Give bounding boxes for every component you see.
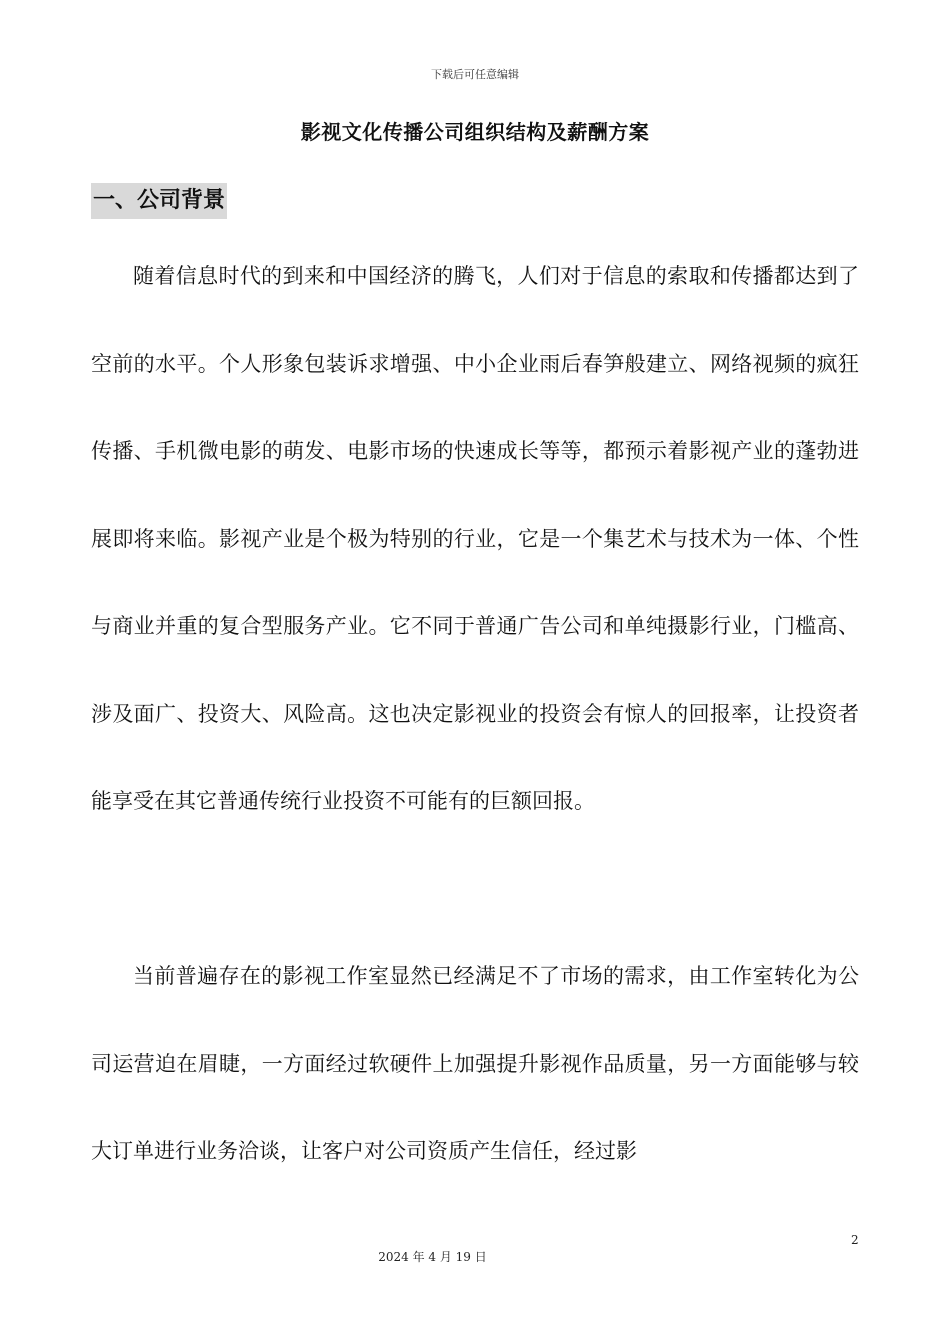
footer-date: 2024 年 4 月 19 日	[378, 1250, 487, 1264]
section-heading: 一、公司背景	[91, 183, 227, 219]
header-note: 下载后可任意编辑	[431, 68, 519, 81]
body-paragraph: 随着信息时代的到来和中国经济的腾飞，人们对于信息的索取和传播都达到了空前的水平。个人形象包装诉求增强、中小企业雨后春笋般建立、网络视频的疯狂传播、手机微电影的萌发、电影市场的快速成长等等，都预示着影视产业的蓬勃进展即将来临。影视产业是个极为特别的行业，它是一个集艺术与技术为一体、个性与商业并重的复合型服务产业。它不同于普通广告公司和单纯摄影行业，门槛高、涉及面广、投资大、风险高。这也决定影视业的投资会有惊人的回报率，让投资者能享受在其它普通传统行业投资不可能有的巨额回报。	[91, 264, 859, 813]
page-number: 2	[851, 1233, 859, 1247]
document-title: 影视文化传播公司组织结构及薪酬方案	[300, 120, 650, 144]
body-paragraph: 当前普遍存在的影视工作室显然已经满足不了市场的需求，由工作室转化为公司运营迫在眉睫，一方面经过软硬件上加强提升影视作品质量，另一方面能够与较大订单进行业务洽谈，让客户对公司资质产生信任，经过影	[91, 964, 859, 1163]
